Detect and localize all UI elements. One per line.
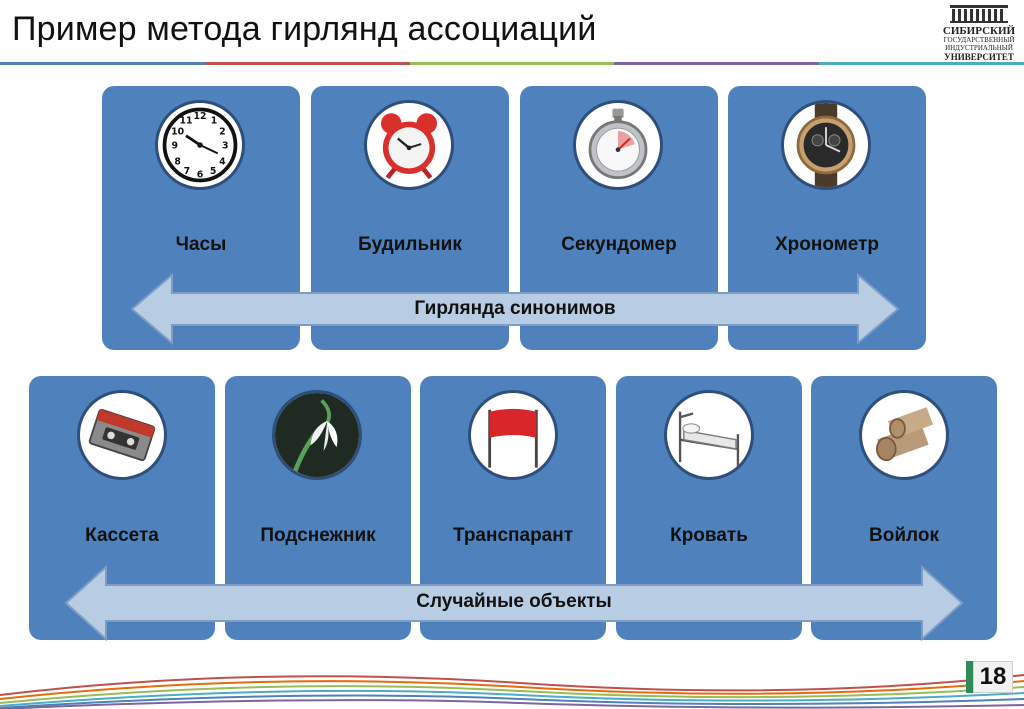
snowdrop-icon bbox=[272, 390, 362, 480]
svg-text:5: 5 bbox=[209, 165, 217, 177]
svg-text:4: 4 bbox=[219, 156, 226, 168]
label-khronometr: Хронометр bbox=[775, 234, 879, 255]
label-transparant: Транспарант bbox=[452, 525, 574, 546]
synonyms-caption: Гирлянда синонимов bbox=[414, 298, 616, 319]
wristwatch-icon bbox=[781, 100, 871, 190]
university-logo bbox=[940, 5, 1018, 63]
label-krovat: Кровать bbox=[670, 525, 748, 546]
banner-flag-icon bbox=[468, 390, 558, 480]
label-voylok: Войлок bbox=[869, 525, 939, 546]
random-objects-caption: Случайные объекты bbox=[416, 591, 612, 612]
footer-wave-decoration bbox=[0, 655, 1024, 709]
stopwatch-icon bbox=[573, 100, 663, 190]
svg-text:3: 3 bbox=[221, 140, 229, 152]
label-chasy: Часы bbox=[175, 234, 227, 255]
bed-icon bbox=[664, 390, 754, 480]
page-number: 18 bbox=[973, 661, 1013, 693]
label-kasseta: Кассета bbox=[85, 525, 159, 546]
svg-text:2: 2 bbox=[219, 126, 226, 138]
svg-text:7: 7 bbox=[183, 165, 191, 177]
felt-rolls-icon bbox=[859, 390, 949, 480]
label-budilnik: Будильник bbox=[358, 234, 462, 255]
svg-text:12: 12 bbox=[193, 110, 207, 122]
logo-line-3: ИНДУСТРИАЛЬНЫЙ bbox=[945, 44, 1013, 52]
svg-text:8: 8 bbox=[174, 156, 181, 168]
title-divider bbox=[0, 62, 1024, 65]
logo-line-1: СИБИРСКИЙ bbox=[942, 25, 1016, 37]
svg-text:6: 6 bbox=[196, 169, 204, 181]
wall-clock-icon bbox=[155, 100, 245, 190]
label-podsnezhnik: Подснежник bbox=[260, 525, 376, 546]
page-number-accent bbox=[966, 661, 973, 693]
svg-text:10: 10 bbox=[171, 126, 185, 138]
alarm-clock-icon bbox=[364, 100, 454, 190]
cassette-icon bbox=[77, 390, 167, 480]
svg-text:9: 9 bbox=[171, 140, 179, 152]
logo-line-2: ГОСУДАРСТВЕННЫЙ bbox=[943, 36, 1015, 44]
svg-text:1: 1 bbox=[210, 115, 218, 127]
label-sekundomer: Секундомер bbox=[561, 234, 677, 255]
logo-line-4: УНИВЕРСИТЕТ bbox=[944, 52, 1014, 62]
svg-text:11: 11 bbox=[179, 115, 193, 127]
page-title: Пример метода гирлянд ассоциаций bbox=[12, 10, 597, 48]
columns-logo-icon bbox=[950, 5, 1008, 23]
